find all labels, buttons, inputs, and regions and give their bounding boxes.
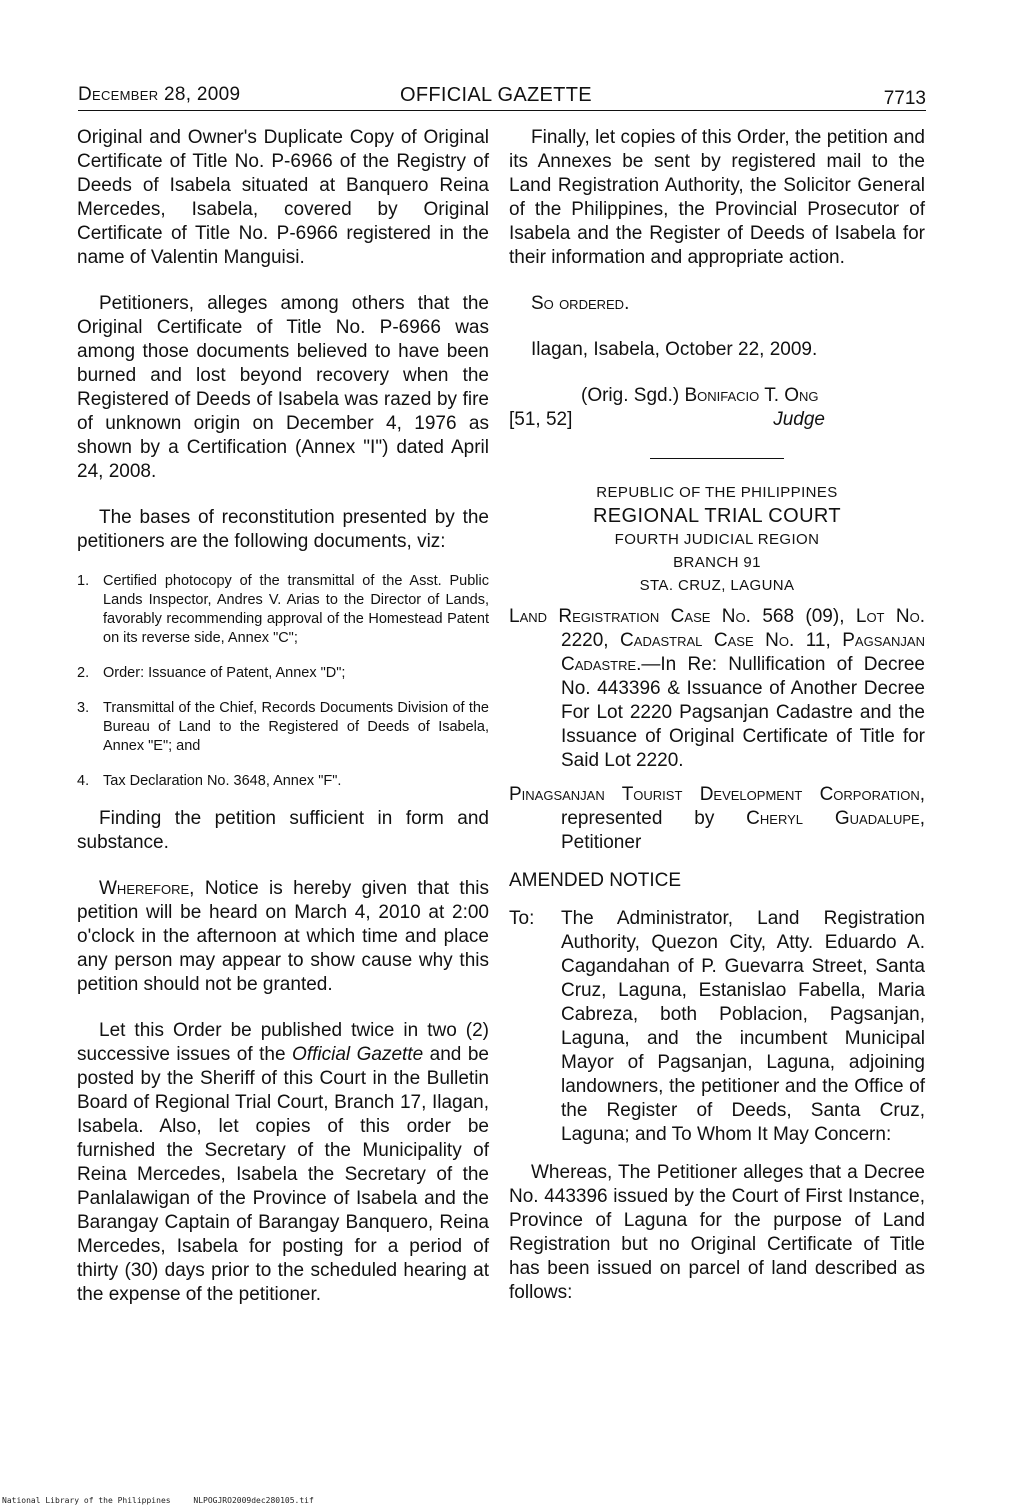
notice-title: AMENDED NOTICE xyxy=(509,870,682,891)
right-column xyxy=(509,126,925,1305)
case-subject: —In Re: Nullification of Decree No. 443396 & Issuance of Another Decree For Lot 2220 Pagsanjan Cadastre and the Issuance of Original Certificate of Title for Said Lot 2220. xyxy=(561,654,925,771)
left-paragraph-5 xyxy=(77,877,489,997)
addressees xyxy=(509,907,925,1147)
publication-title: OFFICIAL GAZETTE xyxy=(400,84,592,106)
case-number: Land Registration Case No. 568 (09), Lot No. 2220, Cadastral Case No. 11, Pagsanjan Cadastre. xyxy=(509,606,925,675)
court-republic: REPUBLIC OF THE PHILIPPINES xyxy=(596,484,838,501)
section-divider xyxy=(650,458,784,459)
left-paragraph-3: The bases of reconstitution presented by the petitioners are the following documents, viz: xyxy=(77,507,489,552)
represented-by: , represented by xyxy=(561,784,925,829)
page-header xyxy=(78,80,926,111)
petitioner-role: , Petitioner xyxy=(561,808,925,853)
petitioner-name: Pinagsanjan Tourist Development Corporation xyxy=(509,784,920,805)
library-name: National Library of the Philippines xyxy=(2,1496,171,1505)
court-heading xyxy=(509,481,925,597)
list-item-number: 1. xyxy=(77,573,90,589)
left-column xyxy=(77,126,489,1307)
scan-footer xyxy=(2,1496,314,1505)
left-paragraph-6 xyxy=(77,1019,489,1307)
left-paragraph-1: Original and Owner's Duplicate Copy of Original Certificate of Title No. P-6966 of the Registry of Deeds of Isabela situated at Banquero Reina Mercedes, Isabela, covered by Original Certificate of Title No. P-6966 registered in the name of Valentin Manguisi. xyxy=(77,127,489,268)
court-city: STA. CRUZ, LAGUNA xyxy=(639,577,795,594)
place-date: Ilagan, Isabela, October 22, 2009. xyxy=(531,339,818,360)
representative-name: Cheryl Guadalupe xyxy=(746,808,920,829)
list-item-text: Order: Issuance of Patent, Annex "D"; xyxy=(103,665,346,681)
page-number: 7713 xyxy=(883,88,926,109)
signature-line xyxy=(509,384,925,408)
documents-list xyxy=(77,572,489,791)
list-item-text: Transmittal of the Chief, Records Documents Division of the Bureau of Land to the Registered of Deeds of Isabela, Annex "E"; and xyxy=(103,700,489,754)
reference-numbers: [51, 52] xyxy=(509,409,573,430)
publish-text-a: Let this Order be published twice in two (2) successive issues of the xyxy=(77,1020,489,1065)
signature-prefix: (Orig. Sgd.) xyxy=(581,385,685,406)
signature-block xyxy=(509,384,925,432)
list-item-text: Tax Declaration No. 3648, Annex "F". xyxy=(103,773,342,789)
list-item-number: 4. xyxy=(77,773,90,789)
list-item xyxy=(77,699,489,756)
wherefore-text: Notice is hereby given that this petition will be heard on March 4, 2010 at 2:00 o'clock in the afternoon at which time and place any person may appear to show cause why this petition should not be granted. xyxy=(77,878,489,995)
to-body: The Administrator, Land Registration Authority, Quezon City, Atty. Eduardo A. Cagandahan of P. Guevarra Street, Santa Cruz, Laguna, Estanislao Fabella, Maria Cabreza, both Poblacion, Pagsanjan, Laguna, and the incumbent Municipal Mayor of Pagsanjan, Laguna, adjoining landowners, the petitioner and the Office of the Register of Deeds, Santa Cruz, Laguna; and To Whom It May Concern: xyxy=(561,908,925,1145)
list-item xyxy=(77,772,489,791)
judge-name: Bonifacio T. Ong xyxy=(684,385,819,406)
list-item-number: 3. xyxy=(77,700,90,716)
to-label: To: xyxy=(509,908,535,929)
left-paragraph-4: Finding the petition sufficient in form and substance. xyxy=(77,808,489,853)
list-item-text: Certified photocopy of the transmittal of the Asst. Public Lands Inspector, Andres V. Arias to the Director of Lands, favorably recommending approval of the Homestead Patent on its reverse side, Annex "C"; xyxy=(103,573,489,646)
petitioner-line xyxy=(509,783,925,855)
court-branch: BRANCH 91 xyxy=(673,554,761,571)
list-item-number: 2. xyxy=(77,665,90,681)
file-name: NLPOGJRO2009dec280105.tif xyxy=(193,1496,314,1505)
publish-text-b: and be posted by the Sheriff of this Court in the Bulletin Board of Regional Trial Court, Branch 17, Ilagan, Isabela. Also, let copies of this order be furnished the Secretary of the Municipality of Reina Mercedes, Isabela the Secretary of the Panlalawigan of the Province of Isabela and the Barangay Captain of Barangay Banquero, Reina Mercedes, Isabela for posting for a period of thirty (30) days prior to the scheduled hearing at the expense of the petitioner. xyxy=(77,1044,489,1305)
wherefore-lead: Wherefore, xyxy=(99,878,195,899)
left-paragraph-2: Petitioners, alleges among others that the Original Certificate of Title No. P-6966 was among those documents believed to have been burned and lost beyond recovery when the Registered of Deeds of Isabela was razed by fire of unknown origin on December 4, 1976 as shown by a Certification (Annex "I") dated April 24, 2008. xyxy=(77,293,489,482)
gazette-italic: Official Gazette xyxy=(292,1044,424,1065)
signature-row xyxy=(509,408,925,432)
list-item xyxy=(77,664,489,683)
issue-date: December 28, 2009 xyxy=(78,84,241,105)
judge-title: Judge xyxy=(773,409,825,430)
so-ordered: So ordered. xyxy=(531,293,630,314)
whereas-paragraph: Whereas, The Petitioner alleges that a Decree No. 443396 issued by the Court of First Instance, Province of Laguna for the purpose of Land Registration but no Original Certificate of Title has been issued on parcel of land described as follows: xyxy=(509,1162,925,1303)
case-caption xyxy=(509,605,925,773)
court-name: REGIONAL TRIAL COURT xyxy=(592,505,842,527)
right-paragraph-1: Finally, let copies of this Order, the petition and its Annexes be sent by registered mail to the Land Registration Authority, the Solicitor General of the Philippines, the Provincial Prosecutor of Isabela and the Register of Deeds of Isabela for their information and appropriate action. xyxy=(509,127,925,268)
court-region: FOURTH JUDICIAL REGION xyxy=(614,531,820,548)
list-item xyxy=(77,572,489,648)
